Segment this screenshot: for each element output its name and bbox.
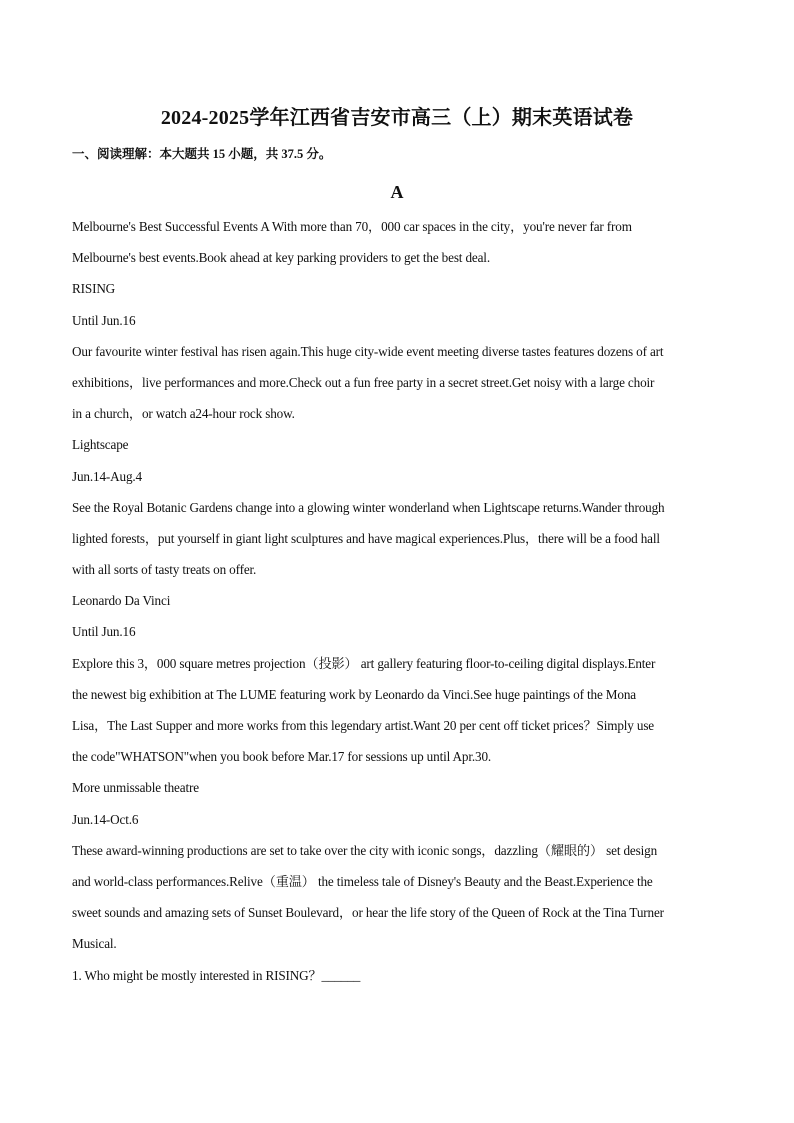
passage-line: See the Royal Botanic Gardens change into a glowing winter wonderland when Lightscape returns.Wander through <box>72 499 665 515</box>
passage-line: Lisa，The Last Supper and more works from this legendary artist.Want 20 per cent off ticket prices？Simply use <box>72 718 655 733</box>
passage-line: the code"WHATSON"when you book before Mar.17 for sessions up until Apr.30. <box>72 749 492 765</box>
passage-line: Explore this 3，000 square metres projection（投影） art gallery featuring floor-to-ceiling digital displays.Enter <box>72 655 656 671</box>
event-date: Until Jun.16 <box>72 624 136 640</box>
event-date: Until Jun.16 <box>72 312 136 328</box>
passage-line: the newest big exhibition at The LUME featuring work by Leonardo da Vinci.See huge paintings of the Mona <box>72 686 636 702</box>
passage-letter: A <box>390 182 404 202</box>
event-date: Jun.14-Oct.6 <box>72 811 139 827</box>
event-name-da-vinci: Leonardo Da Vinci <box>72 593 171 609</box>
passage-line: Melbourne's Best Successful Events A With more than 70，000 car spaces in the city，you're never far from <box>72 219 632 234</box>
question-1: 1. Who might be mostly interested in RISING？______ <box>72 967 361 983</box>
passage-line: sweet sounds and amazing sets of Sunset Boulevard，or hear the life story of the Queen of Rock at the Tina Turner <box>72 905 664 921</box>
event-name-lightscape: Lightscape <box>72 437 129 453</box>
passage-line: with all sorts of tasty treats on offer. <box>72 562 257 578</box>
passage-body <box>72 211 724 991</box>
passage-line: and world-class performances.Relive（重温） the timeless tale of Disney's Beauty and the Beast.Experience the <box>72 873 653 889</box>
passage-line: These award-winning productions are set to take over the city with iconic songs，dazzling（耀眼的） set design <box>72 842 658 858</box>
exam-title: 2024-2025学年江西省吉安市高三（上）期末英语试卷 <box>160 107 634 129</box>
event-date: Jun.14-Aug.4 <box>72 468 142 484</box>
event-name-theatre: More unmissable theatre <box>72 780 199 796</box>
passage-line: Musical. <box>72 936 117 952</box>
passage-line: lighted forests，put yourself in giant light sculptures and have magical experiences.Plus，there will be a food hall <box>72 530 660 546</box>
passage-line: Melbourne's best events.Book ahead at key parking providers to get the best deal. <box>72 250 490 266</box>
passage-line: Our favourite winter festival has risen again.This huge city-wide event meeting diverse tastes features dozens of art <box>72 343 664 359</box>
passage-line: in a church，or watch a24-hour rock show. <box>72 406 295 422</box>
event-name-rising: RISING <box>72 281 116 297</box>
section-heading: 一、阅读理解：本大题共 15 小题，共 37.5 分。 <box>72 147 332 161</box>
passage-line: exhibitions，live performances and more.Check out a fun free party in a secret street.Get noisy with a large choir <box>72 374 655 390</box>
